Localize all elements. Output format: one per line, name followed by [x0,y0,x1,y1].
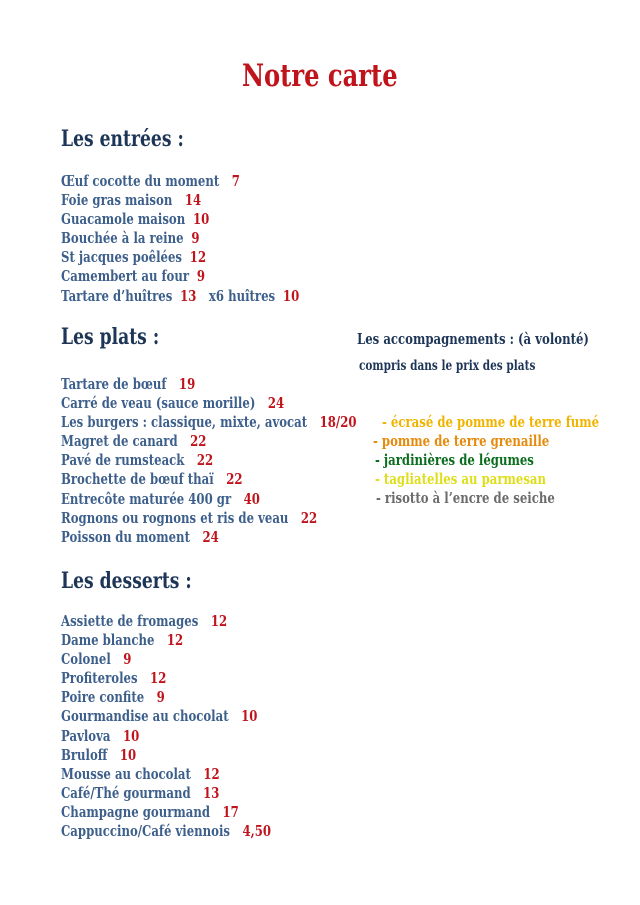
menu-item: Magret de canard 22 [61,432,207,451]
menu-item: Tartare d’huîtres 13 x6 huîtres 10 [61,286,300,305]
section-heading-desserts: Les desserts : [61,568,192,594]
menu-item: Gourmandise au chocolat 10 [61,707,258,726]
accompaniment-item: - risotto à l’encre de seiche [376,489,555,508]
menu-item: Assiette de fromages 12 [61,612,228,630]
menu-item: Rognons ou rognons et ris de veau 22 [61,508,318,527]
menu-item: Dame blanche 12 [61,631,184,650]
accompaniment-item: - jardinières de légumes [375,451,534,470]
entrees-list [61,172,366,306]
section-heading-plats: Les plats : [61,324,160,350]
accompaniments-title: Les accompagnements : (à volonté) [357,330,589,348]
menu-item: Profiteroles 12 [61,669,167,688]
menu-item: Guacamole maison 10 [61,210,210,229]
menu-item: Pavé de rumsteack 22 [61,451,214,470]
menu-item: Café/Thé gourmand 13 [61,783,220,802]
menu-item: Entrecôte maturée 400 gr 40 [61,489,260,508]
section-heading-entrees: Les entrées : [61,126,184,152]
accompaniments-subtitle: compris dans le prix des plats [359,358,536,374]
accompaniment-item: - écrasé de pomme de terre fumé [382,413,600,431]
menu-item: Carré de veau (sauce morille) 24 [61,394,285,413]
page-title: Notre carte [242,58,398,94]
accompaniment-item: - tagliatelles au parmesan [375,470,547,489]
menu-item: Poisson du moment 24 [61,527,219,546]
menu-item: Camembert au four 9 [61,267,205,286]
menu-item: Tartare de bœuf 19 [61,375,196,393]
menu-item: Poire confite 9 [61,688,165,707]
accompaniments-list [370,413,640,508]
menu-item: Les burgers : classique, mixte, avocat 18/20 [61,413,357,432]
desserts-list [61,612,330,841]
accompaniment-item: - pomme de terre grenaille [373,432,550,451]
menu-item: Œuf cocotte du moment 7 [61,172,240,190]
menu-item: Brochette de bœuf thaï 22 [61,470,243,489]
menu-item: Champagne gourmand 17 [61,802,239,821]
menu-item: St jacques poêlées 12 [61,248,207,267]
menu-item: Bouchée à la reine 9 [61,229,200,248]
menu-item: Colonel 9 [61,650,132,669]
menu-item: Mousse au chocolat 12 [61,764,220,783]
menu-item: Pavlova 10 [61,726,140,745]
menu-item: Bruloff 10 [61,745,137,764]
menu-item: Foie gras maison 14 [61,191,202,210]
menu-item: Cappuccino/Café viennois 4,50 [61,822,272,841]
